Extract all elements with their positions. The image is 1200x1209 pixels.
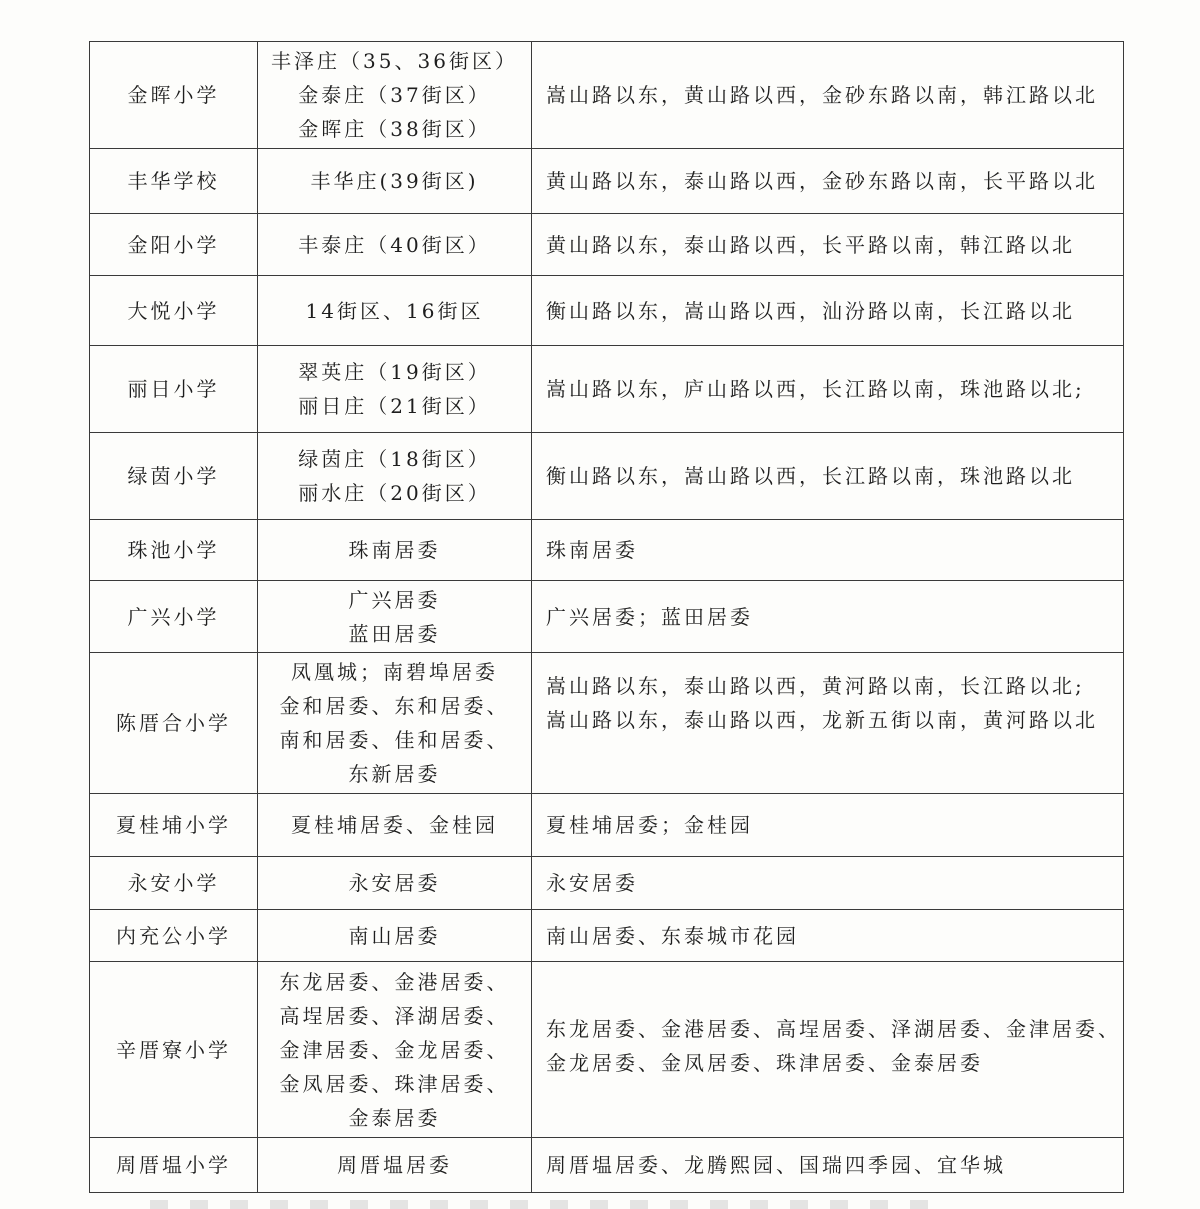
table-row [90,653,1124,794]
table-row [90,581,1124,653]
enrollment-area: 东龙居委、金港居委、高埕居委、泽湖居委、金津居委、 金龙居委、金凤居委、珠津居委、金泰居委 [532,962,1124,1138]
residential-zones: 东龙居委、金港居委、 高埕居委、泽湖居委、 金津居委、金龙居委、 金凤居委、珠津居委、 金泰居委 [258,962,532,1138]
table-row [90,42,1124,149]
residential-zones: 丰泽庄（35、36街区） 金泰庄（37街区） 金晖庄（38街区） [258,42,532,149]
table-row [90,214,1124,276]
school-name: 陈厝合小学 [90,653,258,794]
school-name: 辛厝寮小学 [90,962,258,1138]
school-name: 珠池小学 [90,520,258,581]
school-name: 金阳小学 [90,214,258,276]
residential-zones: 夏桂埔居委、金桂园 [258,794,532,857]
residential-zones: 绿茵庄（18街区） 丽水庄（20街区） [258,433,532,520]
next-page-text-fragment [150,1200,950,1209]
table-row [90,520,1124,581]
residential-zones: 南山居委 [258,910,532,962]
enrollment-area: 嵩山路以东，泰山路以西，黄河路以南，长江路以北; 嵩山路以东，泰山路以西，龙新五街以南，黄河路以北 [532,653,1124,794]
enrollment-area: 夏桂埔居委；金桂园 [532,794,1124,857]
enrollment-area: 黄山路以东，泰山路以西，长平路以南，韩江路以北 [532,214,1124,276]
enrollment-area: 嵩山路以东，黄山路以西，金砂东路以南，韩江路以北 [532,42,1124,149]
enrollment-area: 南山居委、东泰城市花园 [532,910,1124,962]
school-name: 丽日小学 [90,346,258,433]
enrollment-area: 广兴居委；蓝田居委 [532,581,1124,653]
enrollment-area: 永安居委 [532,857,1124,910]
enrollment-area: 嵩山路以东，庐山路以西，长江路以南，珠池路以北; [532,346,1124,433]
school-name: 内充公小学 [90,910,258,962]
residential-zones: 永安居委 [258,857,532,910]
residential-zones: 珠南居委 [258,520,532,581]
school-name: 永安小学 [90,857,258,910]
table-row [90,433,1124,520]
school-name: 金晖小学 [90,42,258,149]
residential-zones: 周厝塭居委 [258,1138,532,1193]
residential-zones: 凤凰城；南碧埠居委 金和居委、东和居委、 南和居委、佳和居委、 东新居委 [258,653,532,794]
table-row [90,149,1124,214]
residential-zones: 翠英庄（19街区） 丽日庄（21街区） [258,346,532,433]
table-row [90,910,1124,962]
residential-zones: 丰泰庄（40街区） [258,214,532,276]
residential-zones: 14街区、16街区 [258,276,532,346]
table-row [90,346,1124,433]
enrollment-area: 周厝塭居委、龙腾熙园、国瑞四季园、宜华城 [532,1138,1124,1193]
table-row [90,794,1124,857]
school-name: 广兴小学 [90,581,258,653]
school-zoning-table [89,41,1124,1193]
table-row [90,857,1124,910]
school-name: 大悦小学 [90,276,258,346]
table-row [90,962,1124,1138]
residential-zones: 广兴居委 蓝田居委 [258,581,532,653]
residential-zones: 丰华庄(39街区) [258,149,532,214]
enrollment-area: 衡山路以东，嵩山路以西，汕汾路以南，长江路以北 [532,276,1124,346]
school-name: 夏桂埔小学 [90,794,258,857]
school-name: 周厝塭小学 [90,1138,258,1193]
school-name: 绿茵小学 [90,433,258,520]
table-row [90,1138,1124,1193]
enrollment-area: 衡山路以东，嵩山路以西，长江路以南，珠池路以北 [532,433,1124,520]
enrollment-area: 黄山路以东，泰山路以西，金砂东路以南，长平路以北 [532,149,1124,214]
enrollment-area: 珠南居委 [532,520,1124,581]
table-row [90,276,1124,346]
school-name: 丰华学校 [90,149,258,214]
